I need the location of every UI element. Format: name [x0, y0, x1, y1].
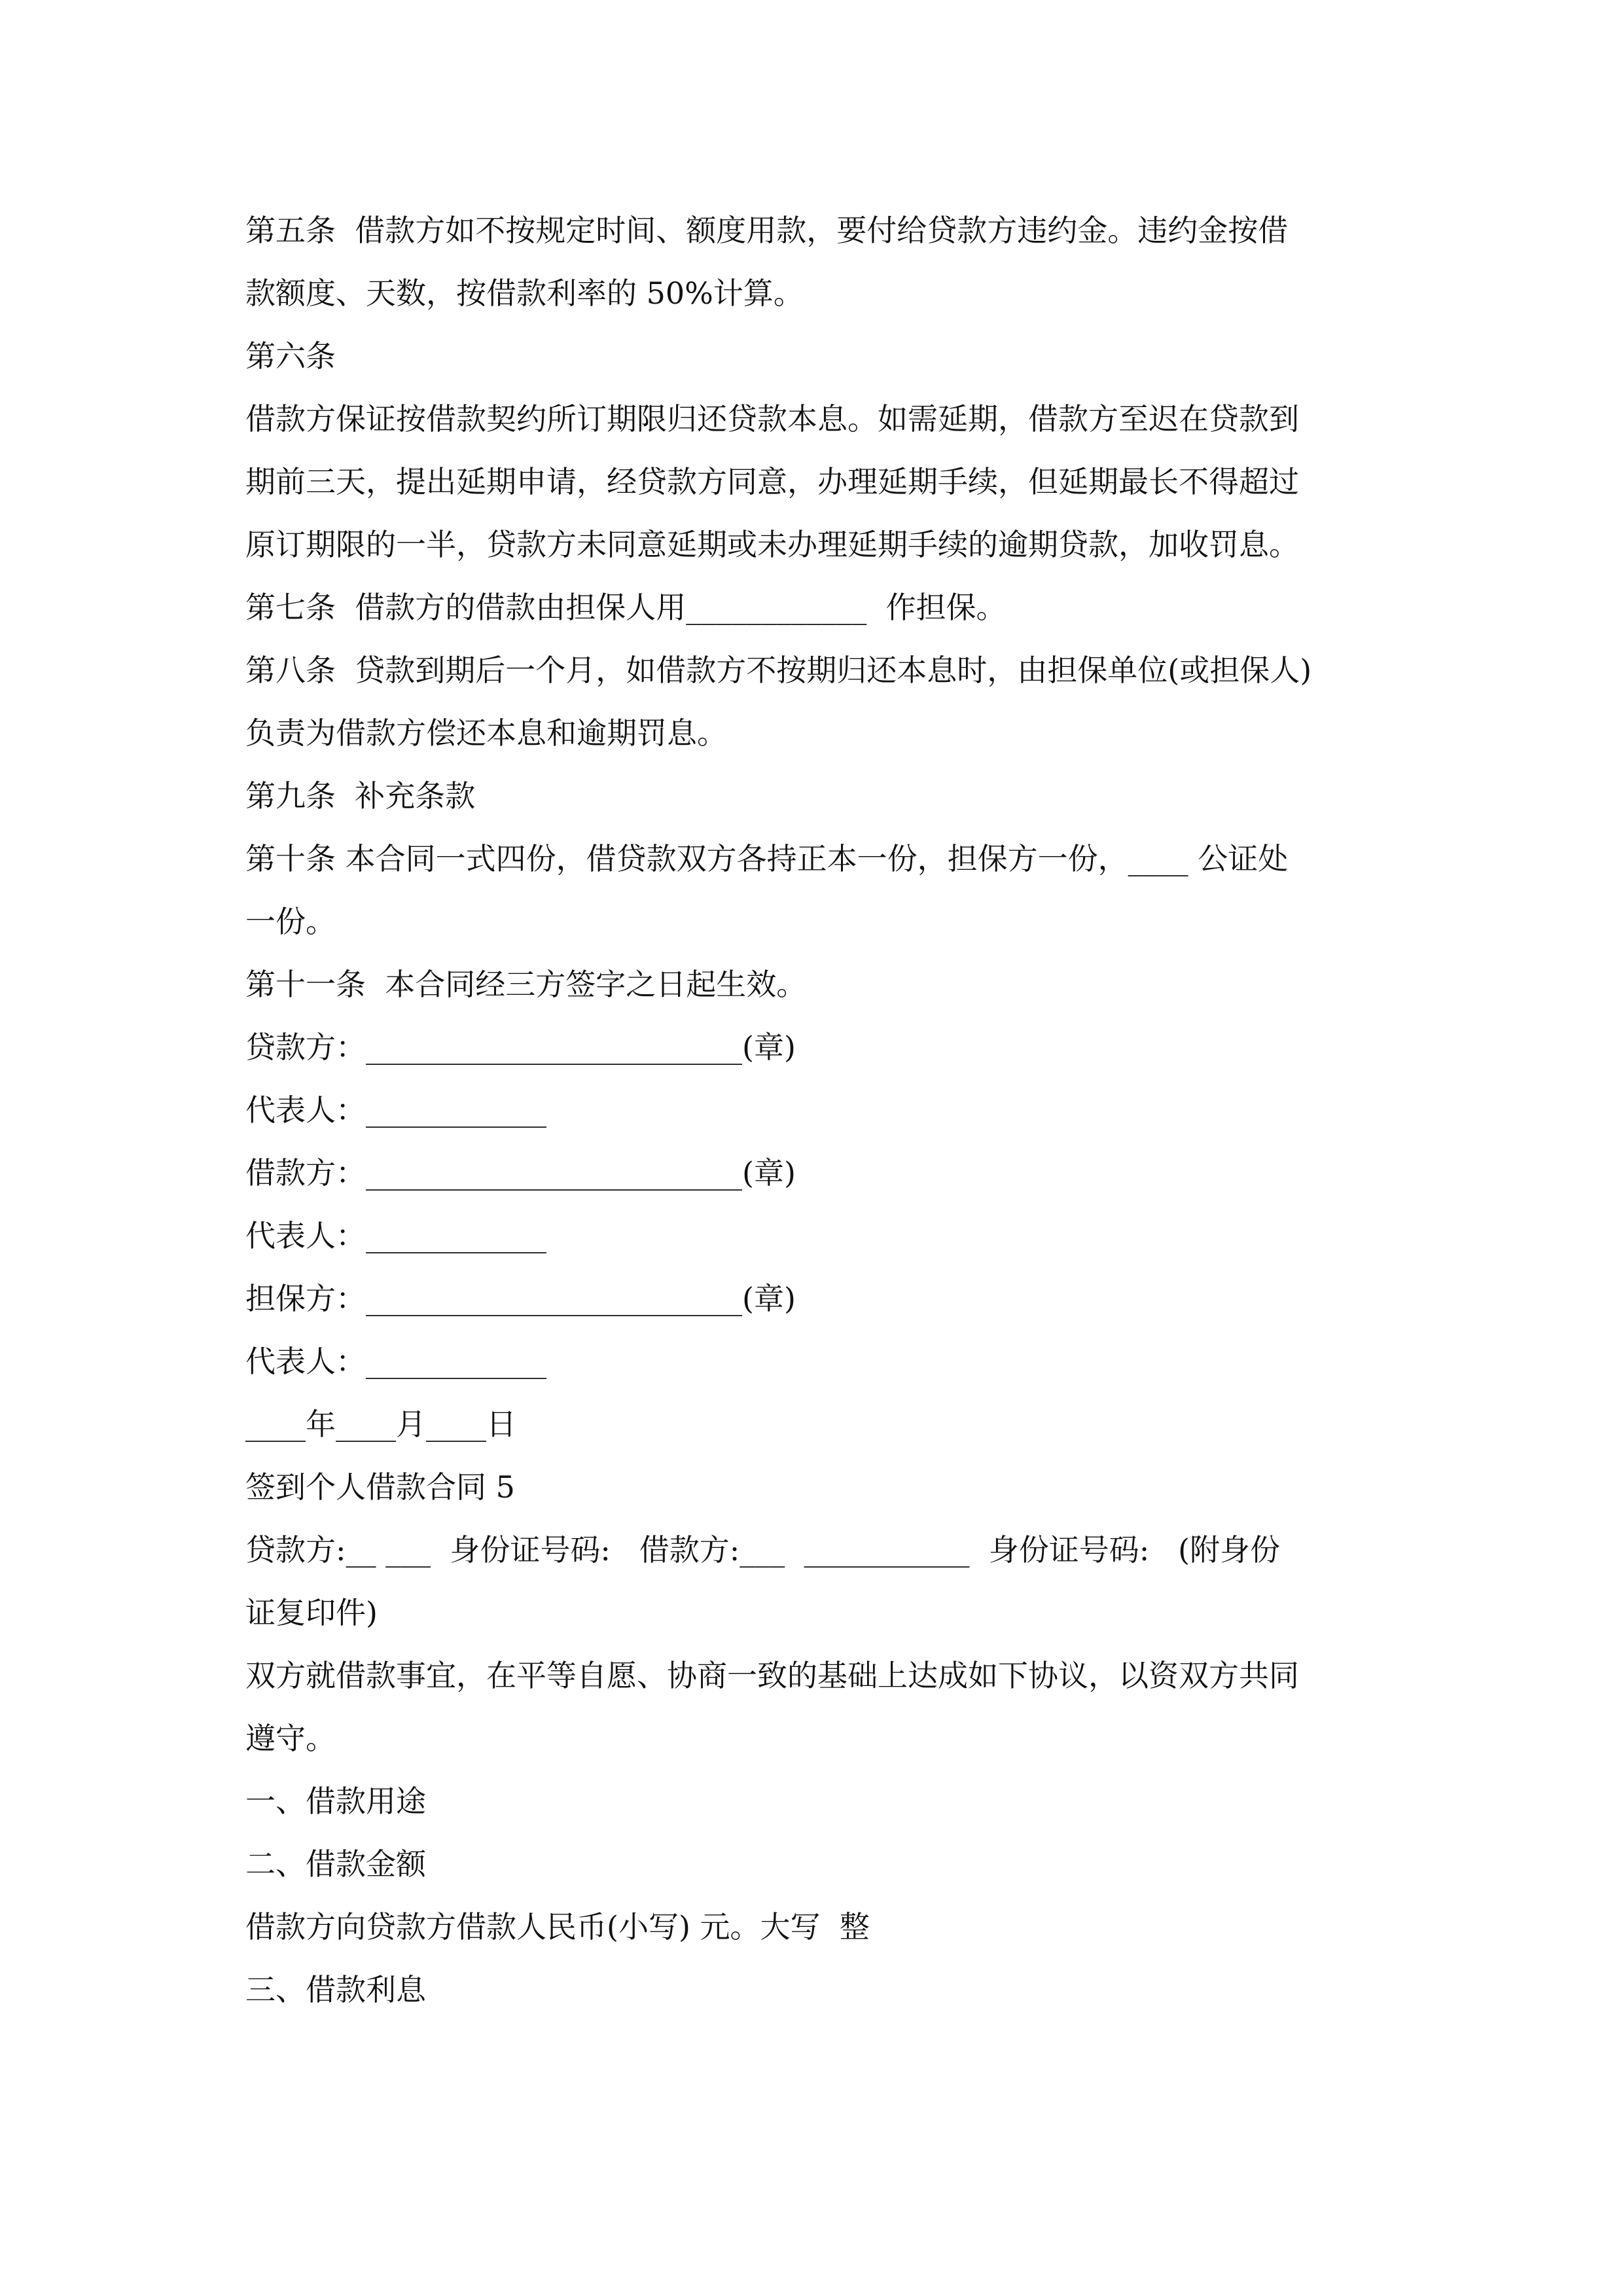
signature-guarantor: 担保方：_________________________(章) — [245, 1281, 796, 1316]
signature-borrower-rep: 代表人：____________ — [245, 1218, 546, 1253]
text-line-article-7: 第七条 借款方的借款由担保人用____________ 作担保。 — [245, 590, 1007, 625]
text-line-article-8-a: 第八条 贷款到期后一个月，如借款方不按期归还本息时，由担保单位(或担保人) — [245, 653, 1312, 688]
text-line-article-5-b: 款额度、天数，按借款利率的 50%计算。 — [245, 276, 804, 311]
text-line-article-9: 第九条 补充条款 — [245, 778, 476, 814]
text-line-article-6-a: 借款方保证按借款契约所订期限归还贷款本息。如需延期，借款方至迟在贷款到 — [245, 401, 1299, 437]
text-line-article-10-b: 一份。 — [245, 904, 336, 939]
heading-loan-interest: 三、借款利息 — [245, 1972, 426, 2007]
heading-loan-amount: 二、借款金额 — [245, 1846, 426, 1882]
text-line-agreement-a: 双方就借款事宜，在平等自愿、协商一致的基础上达成如下协议，以资双方共同 — [245, 1658, 1299, 1693]
text-line-article-6-heading: 第六条 — [245, 338, 336, 374]
signature-lender-rep: 代表人：____________ — [245, 1092, 546, 1128]
text-line-article-11: 第十一条 本合同经三方签字之日起生效。 — [245, 967, 807, 1002]
heading-loan-purpose: 一、借款用途 — [245, 1784, 426, 1819]
signature-guarantor-rep: 代表人：____________ — [245, 1344, 546, 1379]
text-line-loan-amount: 借款方向贷款方借款人民币(小写) 元。大写 整 — [245, 1909, 870, 1945]
signature-lender: 贷款方：_________________________(章) — [245, 1030, 796, 1065]
text-line-article-10-a: 第十条 本合同一式四份，借贷款双方各持正本一份，担保方一份，____ 公证处 — [245, 841, 1289, 876]
text-line-agreement-b: 遵守。 — [245, 1721, 336, 1756]
text-line-article-5-a: 第五条 借款方如不按规定时间、额度用款，要付给贷款方违约金。违约金按借 — [245, 213, 1289, 248]
text-line-parties-a: 贷款方:__ ___ 身份证号码: 借款方:___ ___________ 身份证号码: (附身份 — [245, 1532, 1281, 1568]
text-line-parties-b: 证复印件) — [245, 1595, 378, 1630]
section-title-contract-5: 签到个人借款合同 5 — [245, 1469, 515, 1505]
text-line-article-6-c: 原订期限的一半，贷款方未同意延期或未办理延期手续的逾期贷款，加收罚息。 — [245, 527, 1299, 562]
text-line-article-8-b: 负责为借款方偿还本息和逾期罚息。 — [245, 715, 727, 751]
signature-borrower: 借款方：_________________________(章) — [245, 1155, 796, 1191]
signature-date: ____年____月____日 — [245, 1407, 516, 1442]
text-line-article-6-b: 期前三天，提出延期申请，经贷款方同意，办理延期手续，但延期最长不得超过 — [245, 464, 1299, 499]
